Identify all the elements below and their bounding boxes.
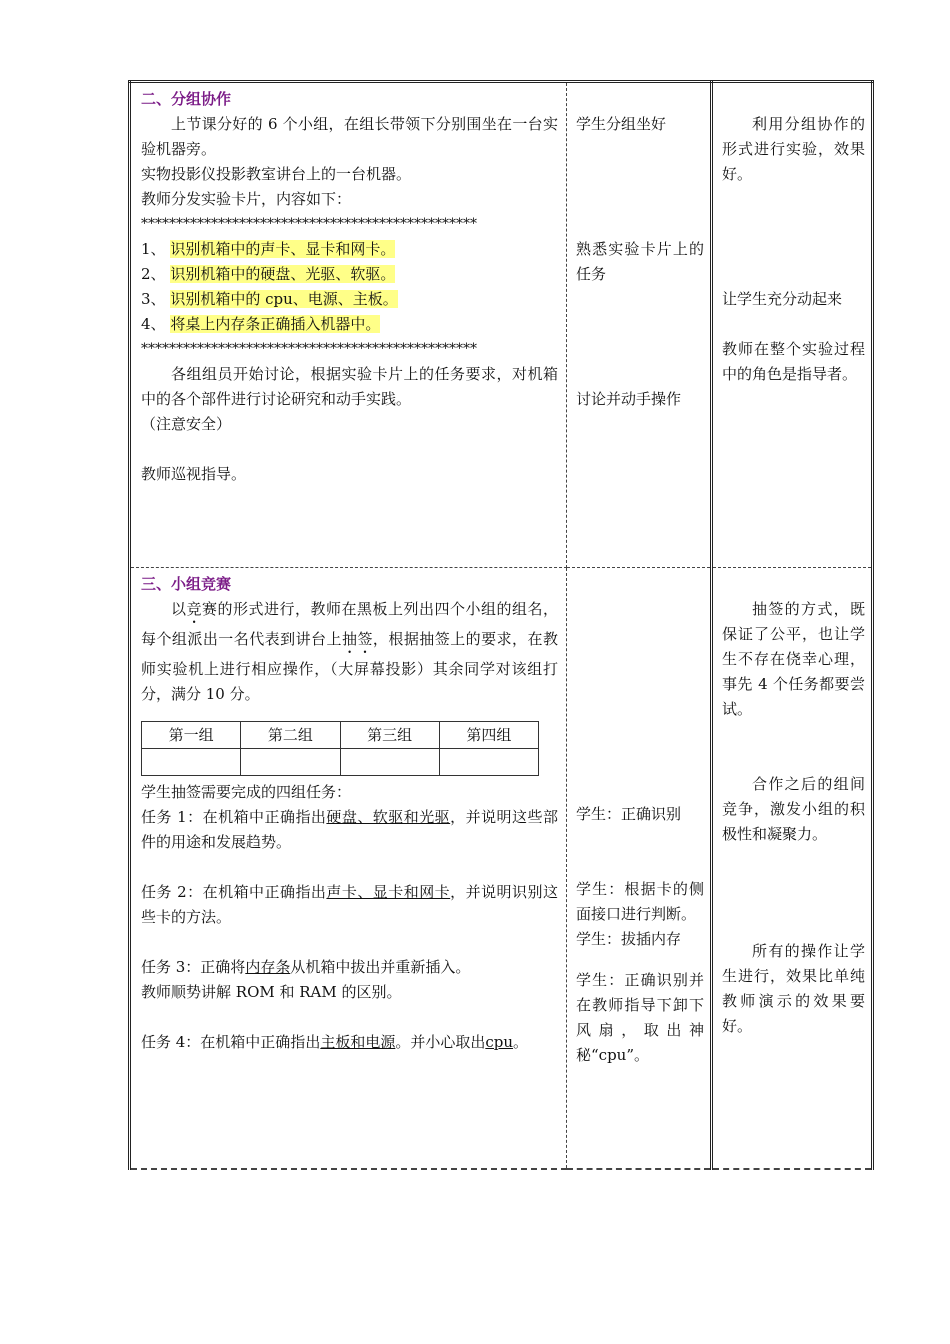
- intent-note: 合作之后的组间竞争，激发小组的积极性和凝聚力。: [722, 775, 865, 843]
- student-note: 学生：正确识别并在教师指导下卸下风扇，取出神秘“cpu”。: [576, 971, 704, 1064]
- intent-note: 教师在整个实验过程中的角色是指导者。: [722, 340, 865, 383]
- score-cell: [340, 749, 439, 776]
- design-intent-cell: [712, 82, 873, 568]
- task-item: 3、 识别机箱中的 cpu、电源、主板。: [141, 290, 398, 308]
- student-activity-cell: [567, 82, 712, 568]
- group-score-table: [141, 721, 539, 776]
- table-row: [130, 568, 873, 1170]
- group-header: 第一组: [142, 722, 241, 749]
- score-cell: [142, 749, 241, 776]
- paragraph: 以竞赛的形式进行，教师在黑板上列出四个小组的组名，每个组派出一名代表到讲台上抽签，根据抽签上的要求，在教师实验机上进行相应操作，（大屏幕投影）其余同学对该组打分，满分 10 分。: [141, 600, 558, 703]
- task-item: 2、 识别机箱中的硬盘、光驱、软驱。: [141, 265, 396, 283]
- task-description: 任务 1：在机箱中正确指出硬盘、软驱和光驱，并说明这些部件的用途和发展趋势。: [141, 808, 558, 851]
- section-heading: 三、小组竞赛: [141, 575, 232, 593]
- lesson-plan-table: [128, 80, 874, 1170]
- task-item: 1、 识别机箱中的声卡、显卡和网卡。: [141, 240, 396, 258]
- student-note: 学生：正确识别: [576, 805, 682, 823]
- paragraph: 上节课分好的 6 个小组，在组长带领下分别围坐在一台实验机器旁。: [141, 115, 558, 158]
- paragraph: （注意安全）: [141, 415, 232, 433]
- group-header: 第二组: [241, 722, 340, 749]
- intent-note: 利用分组协作的形式进行实验，效果好。: [722, 115, 865, 183]
- table-row: [130, 82, 873, 568]
- intent-note: 所有的操作让学生进行，效果比单纯教师演示的效果要好。: [722, 942, 865, 1035]
- paragraph: 学生抽签需要完成的四组任务：: [141, 783, 352, 801]
- intent-note: 让学生充分动起来: [722, 290, 843, 308]
- task-description: 任务 4：在机箱中正确指出主板和电源。并小心取出cpu。: [141, 1033, 529, 1051]
- student-note: 讨论并动手操作: [576, 390, 682, 408]
- group-header: 第四组: [439, 722, 538, 749]
- design-intent-cell: [712, 568, 873, 1170]
- student-note: 学生：根据卡的侧面接口进行判断。: [576, 880, 704, 923]
- paragraph: 教师巡视指导。: [141, 465, 247, 483]
- teacher-activity-cell: [130, 568, 567, 1170]
- lesson-plan-document: [128, 80, 865, 1170]
- paragraph: 教师分发实验卡片，内容如下：: [141, 190, 352, 208]
- teacher-activity-cell: [130, 82, 567, 568]
- paragraph: 各组组员开始讨论，根据实验卡片上的任务要求，对机箱中的各个部件进行讨论研究和动手实践。: [141, 365, 558, 408]
- student-note: 熟悉实验卡片上的任务: [576, 240, 704, 283]
- task-item: 4、 将桌上内存条正确插入机器中。: [141, 315, 381, 333]
- task-description: 任务 2：在机箱中正确指出声卡、显卡和网卡，并说明识别这些卡的方法。: [141, 883, 558, 926]
- student-note: 学生：拔插内存: [576, 930, 682, 948]
- student-note: 学生分组坐好: [576, 115, 667, 133]
- section-heading: 二、分组协作: [141, 90, 232, 108]
- task-description: 任务 3：正确将内存条从机箱中拔出并重新插入。: [141, 958, 471, 976]
- score-cell: [241, 749, 340, 776]
- star-divider: ************************************************: [141, 341, 477, 357]
- star-divider: ************************************************: [141, 216, 477, 232]
- intent-note: 抽签的方式，既保证了公平，也让学生不存在侥幸心理，事先 4 个任务都要尝试。: [722, 600, 865, 718]
- score-cell: [439, 749, 538, 776]
- group-header: 第三组: [340, 722, 439, 749]
- student-activity-cell: [567, 568, 712, 1170]
- paragraph: 教师顺势讲解 ROM 和 RAM 的区别。: [141, 983, 402, 1001]
- paragraph: 实物投影仪投影教室讲台上的一台机器。: [141, 165, 412, 183]
